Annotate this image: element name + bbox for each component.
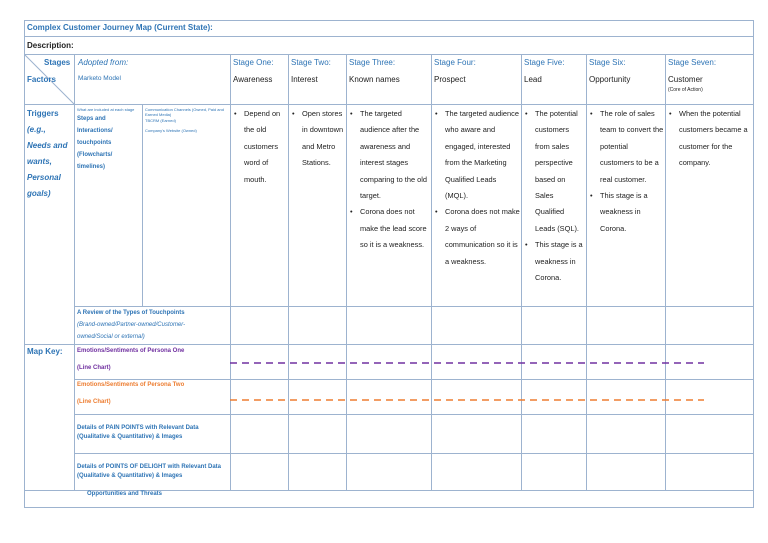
pain-points-cell bbox=[77, 424, 229, 442]
steps-line: timelines) bbox=[77, 164, 106, 170]
pain-line: Details of PAIN POINTS with Relevant Data bbox=[77, 425, 199, 431]
stage-title: Stage Two: bbox=[291, 58, 331, 67]
persona-two-line bbox=[230, 397, 710, 403]
stage-header-6 bbox=[589, 57, 663, 85]
stage-title: Stage Five: bbox=[524, 58, 565, 67]
stage-note: (Core of Action) bbox=[668, 87, 703, 93]
factors-label: Factors bbox=[27, 75, 56, 84]
stage-header-2 bbox=[291, 57, 345, 85]
bullet-item: • This stage is a weakness in Corona. bbox=[524, 237, 584, 286]
persona-one-line bbox=[230, 360, 710, 366]
col-divider bbox=[431, 54, 432, 490]
stage-title: Stage Four: bbox=[434, 58, 476, 67]
touchpoints-line: owned/Social or external) bbox=[77, 334, 145, 340]
steps-subcell bbox=[77, 107, 141, 173]
bullet-item: • The targeted audience who aware and engaged, interested from the Marketing Qualified Leads (MQL). bbox=[434, 106, 520, 204]
delight-line: Details of POINTS OF DELIGHT with Relevant Data bbox=[77, 464, 222, 470]
bullet-item: • When the potential customers became a customer for the company. bbox=[668, 106, 752, 172]
stage-name: Prospect bbox=[434, 75, 466, 84]
persona-two-title: Emotions/Sentiments of Persona Two bbox=[77, 382, 185, 388]
stage-cell-6 bbox=[589, 106, 664, 237]
stage-name: Known names bbox=[349, 75, 400, 84]
col-divider bbox=[521, 54, 522, 490]
stage-header-1 bbox=[233, 57, 287, 85]
bullet-item: • The targeted audience after the awareness and interest stages comparing to the old target. bbox=[349, 106, 430, 204]
triggers-line: Personal bbox=[27, 173, 61, 182]
triggers-line: Needs and bbox=[27, 141, 68, 150]
bullet-item: • This stage is a weakness in Corona. bbox=[589, 188, 664, 237]
delight-line: (Qualitative & Quantitative) & Images bbox=[77, 473, 183, 479]
stage-cell-5 bbox=[524, 106, 584, 286]
row-divider bbox=[24, 104, 754, 105]
touchpoints-title: A Review of the Types of Touchpoints bbox=[77, 310, 185, 316]
bullet-item: • Depend on the old customers word of mouth. bbox=[233, 106, 288, 188]
persona-one-sub: (Line Chart) bbox=[77, 365, 111, 371]
bullet-item: • Corona does not make 2 ways of communication so it is a weakness. bbox=[434, 204, 520, 270]
persona-one-title: Emotions/Sentiments of Persona One bbox=[77, 348, 185, 354]
stage-name: Awareness bbox=[233, 75, 273, 84]
row-divider bbox=[24, 344, 754, 345]
stages-label: Stages bbox=[44, 58, 71, 67]
opportunities-label: Opportunities and Threats bbox=[87, 491, 163, 497]
bullet-item: • Open stores in downtown and Metro Stations. bbox=[291, 106, 346, 172]
touchpoints-cell bbox=[77, 308, 229, 343]
channel-item: TBCRM (Earned) bbox=[145, 118, 176, 123]
touchpoints-line: (Brand-owned/Partner-owned/Customer- bbox=[77, 322, 186, 328]
channel-item: Company's Website (Owned) bbox=[145, 128, 197, 133]
stage-title: Stage One: bbox=[233, 58, 274, 67]
persona-one-cell bbox=[77, 347, 229, 373]
triggers-label: Triggers bbox=[27, 109, 59, 118]
row-divider bbox=[24, 36, 754, 37]
row-divider bbox=[74, 453, 754, 454]
triggers-line: (e.g., bbox=[27, 125, 46, 134]
steps-line: (Flowcharts/ bbox=[77, 152, 113, 158]
col-divider bbox=[288, 54, 289, 490]
steps-line: Steps and bbox=[77, 116, 106, 122]
col-divider bbox=[230, 54, 231, 490]
col-divider bbox=[665, 54, 666, 490]
adapted-label: Adopted from: bbox=[78, 58, 129, 67]
stage-name: Opportunity bbox=[589, 75, 631, 84]
adapted-source: Marketo Model bbox=[78, 75, 121, 82]
persona-two-cell bbox=[77, 381, 229, 407]
row-divider bbox=[74, 379, 754, 380]
stage-name: Lead bbox=[524, 75, 542, 84]
col-divider bbox=[74, 54, 75, 490]
pain-line: (Qualitative & Quantitative) & Images bbox=[77, 434, 183, 440]
stage-header-3 bbox=[349, 57, 429, 85]
stage-header-4 bbox=[434, 57, 519, 85]
col-divider bbox=[586, 54, 587, 490]
steps-note: What are included at each stage bbox=[77, 107, 135, 112]
channels-subcell bbox=[145, 107, 229, 133]
map-key-label: Map Key: bbox=[27, 347, 63, 356]
delight-cell bbox=[77, 463, 229, 481]
stage-title: Stage Six: bbox=[589, 58, 626, 67]
col-divider bbox=[346, 54, 347, 490]
row-divider bbox=[74, 414, 754, 415]
steps-line: Interactions/ bbox=[77, 128, 113, 134]
stage-cell-7 bbox=[668, 106, 752, 172]
stage-name: Customer bbox=[668, 75, 703, 84]
description-label: Description: bbox=[27, 41, 74, 50]
stage-cell-1 bbox=[233, 106, 288, 188]
row-divider bbox=[24, 54, 754, 55]
steps-line: touchpoints bbox=[77, 140, 112, 146]
stage-title: Stage Seven: bbox=[668, 58, 717, 67]
col-divider bbox=[142, 104, 143, 306]
channels-note: Communication Channels (Owned, Paid and Earned Media) bbox=[145, 107, 224, 117]
bullet-item: • Corona does not make the lead score so it is a weakness. bbox=[349, 204, 430, 253]
stage-header-5 bbox=[524, 57, 584, 85]
persona-two-sub: (Line Chart) bbox=[77, 399, 111, 405]
stage-title: Stage Three: bbox=[349, 58, 396, 67]
triggers-line: wants, bbox=[27, 157, 52, 166]
stage-cell-2 bbox=[291, 106, 346, 172]
stage-header-7 bbox=[668, 57, 752, 94]
bullet-item: • The role of sales team to convert the potential customers to be a real customer. bbox=[589, 106, 664, 188]
page-title: Complex Customer Journey Map (Current State): bbox=[27, 23, 213, 32]
row-divider bbox=[74, 306, 754, 307]
bullet-item: • The potential customers from sales perspective based on Sales Qualified Leads (SQL). bbox=[524, 106, 584, 237]
stage-cell-4 bbox=[434, 106, 520, 270]
triggers-cell bbox=[27, 106, 73, 202]
stage-cell-3 bbox=[349, 106, 430, 254]
stage-name: Interest bbox=[291, 75, 318, 84]
triggers-line: goals) bbox=[27, 189, 51, 198]
